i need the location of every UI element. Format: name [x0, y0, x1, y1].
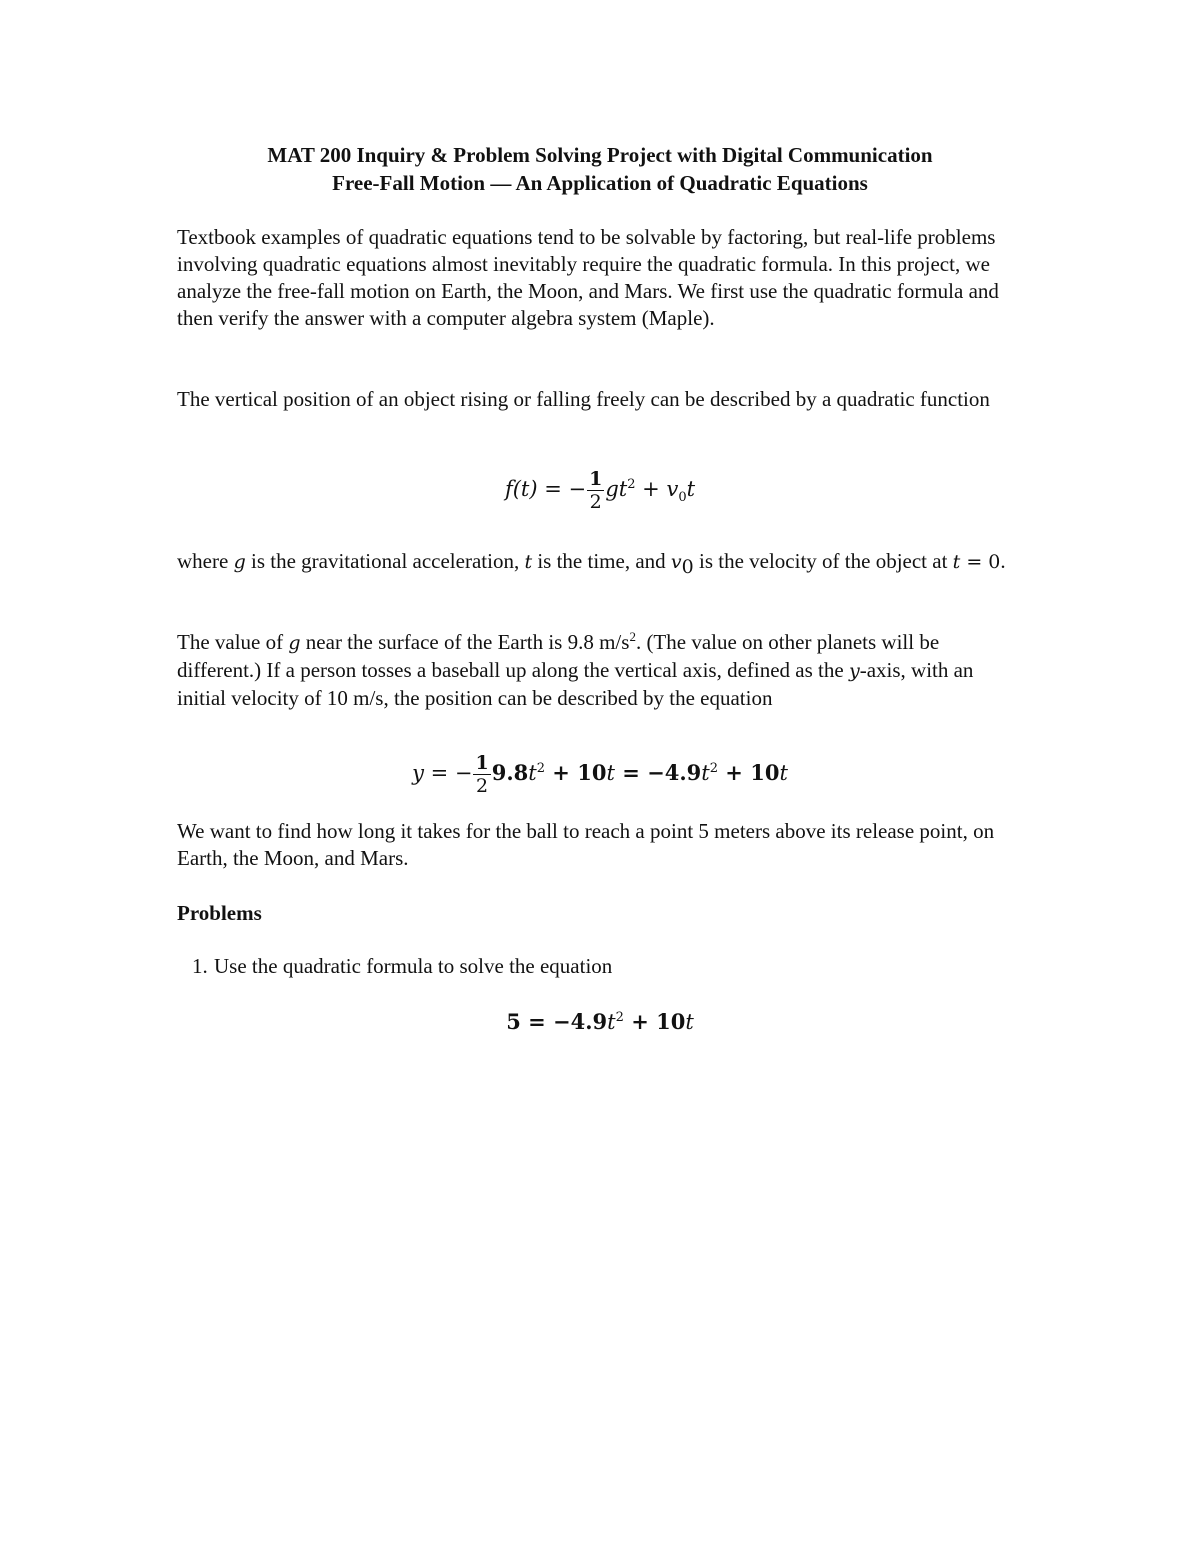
list-item-number: 1.	[192, 954, 208, 978]
goal-paragraph: We want to find how long it takes for the ball to reach a point 5 meters above its release point, on Earth, the Moon, and Mars.	[177, 819, 995, 870]
eq2-t3: t	[701, 761, 710, 785]
gravity-text-1: The value of	[177, 630, 289, 654]
list-item-text: Use the quadratic formula to solve the equation	[214, 954, 613, 978]
where-t2: t	[952, 551, 961, 573]
free-fall-equation	[0, 468, 1200, 513]
gravity-text-2: near the surface of the Earth is 9.8 m/s	[300, 630, 630, 654]
eq1-fraction	[587, 468, 604, 513]
list-item	[192, 953, 613, 980]
eq3-exponent: 2	[615, 1010, 624, 1025]
where-eq0: = 0	[960, 551, 1001, 573]
eq2-t: t	[528, 761, 537, 785]
eq1-lhs: f(t) = −	[504, 477, 587, 501]
eq3-t: t	[607, 1010, 616, 1034]
gravity-text-4: -axis, with an initial velocity of 10 m/s, the position can be described by the equation	[177, 658, 974, 710]
eq2-coef: 9.8	[491, 760, 529, 785]
eq1-g: g	[605, 477, 619, 501]
eq2-lhs: y = −	[412, 761, 473, 785]
baseball-equation	[0, 752, 1200, 797]
eq2-denominator: 2	[476, 775, 489, 797]
intro-paragraph: Textbook examples of quadratic equations tend to be solvable by factoring, but real-life problems involving quadratic equations almost inevitably require the quadratic formula. In this project, we analyze the free-fall motion on Earth, the Moon, and Mars. We first use the quadratic formula and then verify the answer with a computer algebra system (Maple).	[177, 225, 999, 330]
position-paragraph: The vertical position of an object rising or falling freely can be described by a quadratic function	[177, 387, 990, 411]
eq2-fraction	[473, 752, 490, 797]
gravity-paragraph	[177, 629, 1027, 712]
eq1-t2: t	[686, 477, 696, 501]
where-text-3: is the time, and	[532, 549, 671, 573]
where-text-2: is the gravitational acceleration,	[245, 549, 525, 573]
eq2-t4: t	[779, 761, 788, 785]
eq1-subscript: 0	[678, 490, 687, 505]
title-line-1: MAT 200 Inquiry & Problem Solving Project with Digital Communication	[267, 143, 933, 167]
gravity-y: y	[848, 660, 860, 682]
problem-equation	[0, 1008, 1200, 1036]
gravity-g: g	[288, 632, 301, 654]
eq2-t2: t	[606, 761, 615, 785]
eq1-plus: +	[635, 477, 667, 501]
where-paragraph	[177, 548, 1027, 576]
where-v-subscript: 0	[681, 556, 694, 578]
eq3-rest: + 10	[623, 1009, 686, 1034]
eq2-exponent: 2	[536, 761, 545, 776]
title-line-2: Free-Fall Motion — An Application of Quadratic Equations	[332, 171, 868, 195]
where-g: g	[233, 551, 246, 573]
where-v: v	[670, 551, 682, 573]
eq1-denominator: 2	[589, 491, 602, 513]
eq2-term4: + 10	[718, 760, 780, 785]
eq1-exponent: 2	[627, 477, 636, 492]
gravity-exponent: 2	[629, 629, 636, 644]
eq2-equals: = −4.9	[614, 760, 702, 785]
eq1-t: t	[618, 477, 628, 501]
eq1-numerator: 1	[589, 468, 603, 490]
eq1-v: v	[666, 477, 679, 501]
eq3-t2: t	[685, 1010, 694, 1034]
where-end: .	[1000, 549, 1006, 573]
where-t: t	[524, 551, 533, 573]
eq2-term2: + 10	[545, 760, 607, 785]
eq2-exponent2: 2	[709, 761, 718, 776]
where-text-4: is the velocity of the object at	[693, 549, 953, 573]
where-text-1: where	[177, 549, 234, 573]
problems-heading: Problems	[177, 901, 262, 925]
gravity-text-3: . (The value on other planets will be different.) If a person tosses a baseball up along the vertical axis, defined as the	[177, 630, 940, 682]
eq3-lhs: 5 = −4.9	[506, 1009, 608, 1034]
eq2-numerator: 1	[475, 752, 489, 774]
